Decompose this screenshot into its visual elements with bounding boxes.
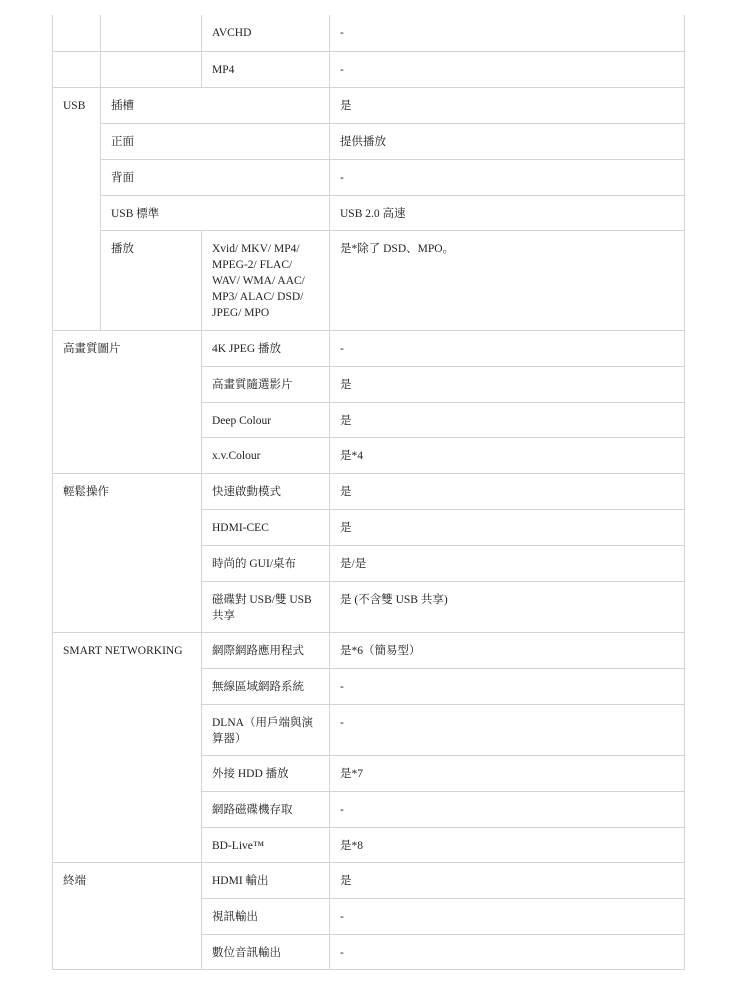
group-label: SMART NETWORKING [53, 632, 202, 862]
table-row [53, 330, 685, 366]
row-label: 磁碟對 USB/雙 USB 共享 [202, 581, 330, 632]
row-value: 是 [330, 366, 685, 402]
row-label: 快速啟動模式 [202, 473, 330, 509]
row-label: HDMI-CEC [202, 509, 330, 545]
blank-cell [53, 51, 101, 87]
row-value: 是*4 [330, 437, 685, 473]
row-value: - [330, 15, 685, 51]
table-row [53, 632, 685, 668]
row-value: 是 (不含雙 USB 共享) [330, 581, 685, 632]
row-label: DLNA（用戶端與演算器） [202, 704, 330, 755]
table-row [53, 87, 685, 123]
row-label: 外接 HDD 播放 [202, 755, 330, 791]
row-value: 是*8 [330, 827, 685, 862]
table-row [53, 195, 685, 230]
group-label: 高畫質圖片 [53, 330, 202, 473]
row-value: - [330, 330, 685, 366]
row-label: 視訊輸出 [202, 898, 330, 934]
row-formats: Xvid/ MKV/ MP4/ MPEG-2/ FLAC/ WAV/ WMA/ AAC/ MP3/ ALAC/ DSD/ JPEG/ MPO [202, 230, 330, 330]
row-label: MP4 [202, 51, 330, 87]
row-value: - [330, 668, 685, 704]
row-label: Deep Colour [202, 402, 330, 437]
blank-cell [101, 51, 202, 87]
row-label: 網際網路應用程式 [202, 632, 330, 668]
row-label: USB 標準 [101, 195, 330, 230]
row-label: AVCHD [202, 15, 330, 51]
group-label: 終端 [53, 862, 202, 969]
row-value: 是 [330, 402, 685, 437]
row-value: 是 [330, 862, 685, 898]
spec-table [52, 15, 685, 970]
row-label: 高畫質隨選影片 [202, 366, 330, 402]
row-value: 是/是 [330, 545, 685, 581]
row-value: - [330, 898, 685, 934]
row-value: 是 [330, 87, 685, 123]
row-value: 是 [330, 509, 685, 545]
row-label: 4K JPEG 播放 [202, 330, 330, 366]
blank-cell [101, 15, 202, 51]
row-value: 提供播放 [330, 123, 685, 159]
table-row [53, 230, 685, 330]
table-row [53, 15, 685, 51]
row-label: 網路磁碟機存取 [202, 791, 330, 827]
row-label: BD-Live™ [202, 827, 330, 862]
row-label: 插槽 [101, 87, 330, 123]
table-row [53, 123, 685, 159]
row-label: 無線區域網路系統 [202, 668, 330, 704]
table-row [53, 473, 685, 509]
row-label: 正面 [101, 123, 330, 159]
row-value: 是*7 [330, 755, 685, 791]
row-value: 是*6（簡易型） [330, 632, 685, 668]
row-value: - [330, 159, 685, 195]
row-value: - [330, 704, 685, 755]
row-label: HDMI 輸出 [202, 862, 330, 898]
row-value: - [330, 51, 685, 87]
row-value: - [330, 934, 685, 969]
row-value: USB 2.0 高速 [330, 195, 685, 230]
group-label: USB [53, 87, 101, 330]
row-label: 背面 [101, 159, 330, 195]
row-value: 是 [330, 473, 685, 509]
row-value: 是*除了 DSD、MPO。 [330, 230, 685, 330]
table-row [53, 159, 685, 195]
blank-cell [53, 15, 101, 51]
row-label: 時尚的 GUI/桌布 [202, 545, 330, 581]
row-value: - [330, 791, 685, 827]
row-label: 播放 [101, 230, 202, 330]
row-label: 數位音訊輸出 [202, 934, 330, 969]
table-row [53, 51, 685, 87]
group-label: 輕鬆操作 [53, 473, 202, 632]
row-label: x.v.Colour [202, 437, 330, 473]
table-row [53, 862, 685, 898]
